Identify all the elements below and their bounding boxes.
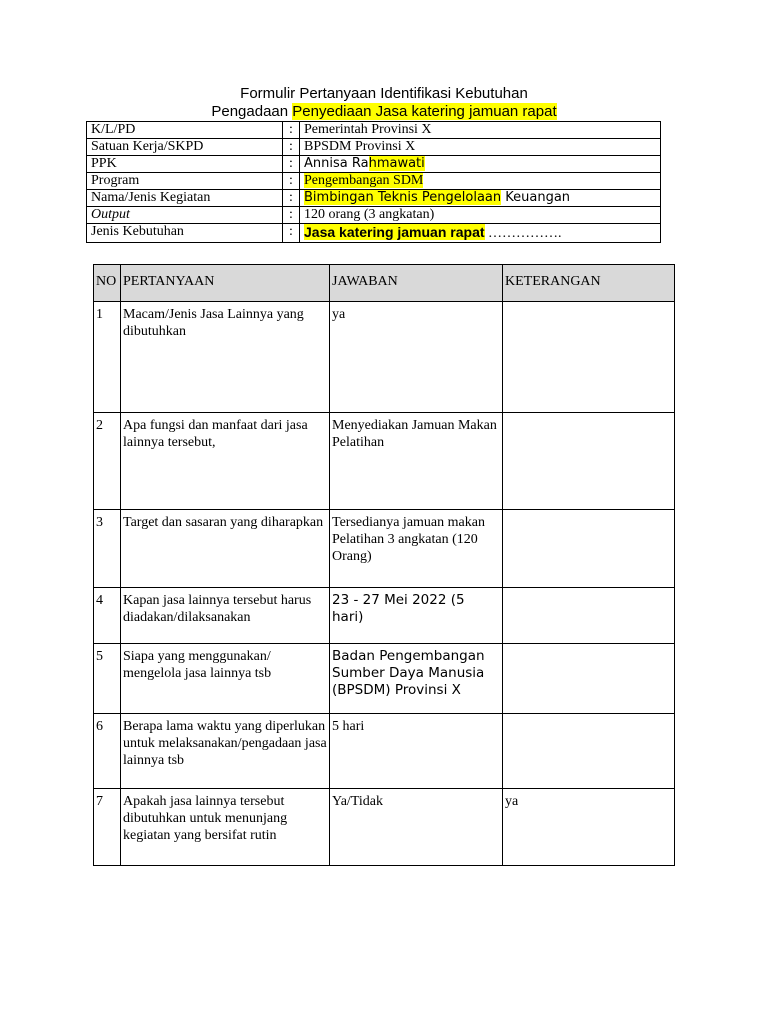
row-note: ya (503, 789, 675, 866)
info-value: 120 orang (3 angkatan) (300, 207, 661, 224)
info-colon: : (283, 190, 300, 207)
header-note: KETERANGAN (503, 265, 675, 302)
header-answer: JAWABAN (330, 265, 503, 302)
row-question: Target dan sasaran yang diharapkan (121, 510, 330, 588)
table-row (94, 302, 675, 413)
row-no: 5 (94, 644, 121, 714)
info-value (300, 190, 661, 207)
form-title: Formulir Pertanyaan Identifikasi Kebutuhan (240, 85, 528, 102)
info-row-output (87, 207, 661, 224)
jenis-dots: ……………. (484, 226, 562, 241)
row-no: 7 (94, 789, 121, 866)
row-note (503, 644, 675, 714)
row-question: Macam/Jenis Jasa Lainnya yang dibutuhkan (121, 302, 330, 413)
header-question: PERTANYAAN (121, 265, 330, 302)
table-row (94, 510, 675, 588)
table-header-row (94, 265, 675, 302)
row-answer: Tersedianya jamuan makan Pelatihan 3 angkatan (120 Orang) (330, 510, 503, 588)
question-table (93, 264, 675, 866)
row-note (503, 588, 675, 644)
table-row (94, 714, 675, 789)
form-subtitle (0, 102, 768, 121)
info-label: PPK (87, 156, 283, 173)
info-row-satker (87, 139, 661, 156)
header-no: NO (94, 265, 121, 302)
row-answer: 5 hari (330, 714, 503, 789)
row-answer: Badan Pengembangan Sumber Daya Manusia (BPSDM) Provinsi X (330, 644, 503, 714)
info-row-program (87, 173, 661, 190)
info-row-jenis (87, 224, 661, 243)
info-value (300, 224, 661, 243)
row-answer: Menyediakan Jamuan Makan Pelatihan (330, 413, 503, 510)
row-no: 1 (94, 302, 121, 413)
table-row (94, 588, 675, 644)
kegiatan-highlight: Bimbingan Teknis Pengelolaan (304, 190, 502, 205)
info-colon: : (283, 156, 300, 173)
ppk-name-highlight: hmawati (368, 156, 425, 171)
identity-table (86, 121, 661, 243)
info-value: Pemerintah Provinsi X (300, 122, 661, 139)
table-row (94, 789, 675, 866)
row-no: 4 (94, 588, 121, 644)
info-label: K/L/PD (87, 122, 283, 139)
row-question: Kapan jasa lainnya tersebut harus diadakan/dilaksanakan (121, 588, 330, 644)
info-label: Satuan Kerja/SKPD (87, 139, 283, 156)
row-note (503, 714, 675, 789)
row-note (503, 413, 675, 510)
row-no: 6 (94, 714, 121, 789)
info-colon: : (283, 173, 300, 190)
info-colon: : (283, 207, 300, 224)
row-answer: 23 - 27 Mei 2022 (5 hari) (330, 588, 503, 644)
info-colon: : (283, 122, 300, 139)
info-value: BPSDM Provinsi X (300, 139, 661, 156)
info-label: Jenis Kebutuhan (87, 224, 283, 243)
info-row-klpd (87, 122, 661, 139)
info-colon: : (283, 139, 300, 156)
row-no: 2 (94, 413, 121, 510)
row-question: Apa fungsi dan manfaat dari jasa lainnya tersebut, (121, 413, 330, 510)
row-answer: ya (330, 302, 503, 413)
kegiatan-plain: Keuangan (501, 190, 571, 205)
row-note (503, 510, 675, 588)
row-answer: Ya/Tidak (330, 789, 503, 866)
info-label: Program (87, 173, 283, 190)
subtitle-highlight: Penyediaan Jasa katering jamuan rapat (292, 103, 557, 120)
program-highlight: Pengembangan SDM (304, 173, 424, 188)
subtitle-prefix: Pengadaan (211, 103, 293, 120)
jenis-highlight: Jasa katering jamuan rapat (304, 224, 485, 240)
row-question: Berapa lama waktu yang diperlukan untuk melaksanakan/pengadaan jasa lainnya tsb (121, 714, 330, 789)
ppk-name-plain: Annisa Ra (304, 156, 369, 171)
info-value (300, 173, 661, 190)
info-colon: : (283, 224, 300, 243)
table-row (94, 644, 675, 714)
info-label: Nama/Jenis Kegiatan (87, 190, 283, 207)
info-label: Output (87, 207, 283, 224)
row-note (503, 302, 675, 413)
row-no: 3 (94, 510, 121, 588)
info-row-ppk (87, 156, 661, 173)
row-question: Apakah jasa lainnya tersebut dibutuhkan untuk menunjang kegiatan yang bersifat rutin (121, 789, 330, 866)
info-row-kegiatan (87, 190, 661, 207)
table-row (94, 413, 675, 510)
info-value (300, 156, 661, 173)
row-question: Siapa yang menggunakan/ mengelola jasa lainnya tsb (121, 644, 330, 714)
